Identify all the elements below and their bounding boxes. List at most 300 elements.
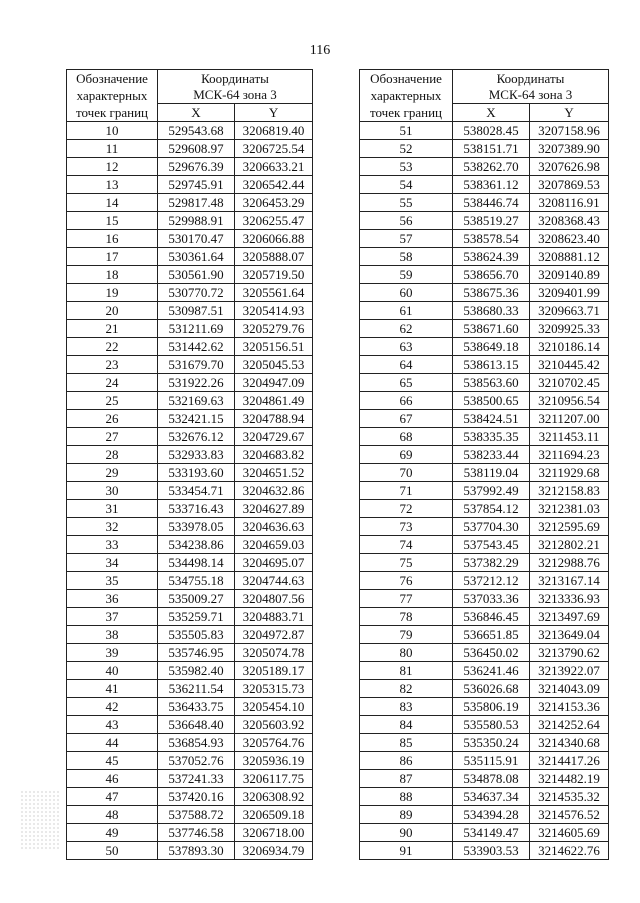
point-number: 77 xyxy=(360,590,453,608)
coord-x: 537241.33 xyxy=(158,770,235,788)
coord-x: 530170.47 xyxy=(158,230,235,248)
table-row xyxy=(360,176,609,194)
coord-y: 3204807.56 xyxy=(235,590,313,608)
table-right-body xyxy=(360,70,609,860)
point-number: 62 xyxy=(360,320,453,338)
coord-y: 3204861.49 xyxy=(235,392,313,410)
designation-header xyxy=(67,70,158,122)
coord-y: 3204659.03 xyxy=(235,536,313,554)
table-row xyxy=(360,842,609,860)
table-row xyxy=(360,320,609,338)
coord-x: 535350.24 xyxy=(453,734,530,752)
table-row xyxy=(67,662,313,680)
table-row xyxy=(67,572,313,590)
coord-x: 531211.69 xyxy=(158,320,235,338)
coord-x: 530361.64 xyxy=(158,248,235,266)
coord-x: 530987.51 xyxy=(158,302,235,320)
coord-x: 532169.63 xyxy=(158,392,235,410)
coord-x: 538519.27 xyxy=(453,212,530,230)
coord-y: 3205764.76 xyxy=(235,734,313,752)
table-row xyxy=(67,482,313,500)
coord-y: 3211694.23 xyxy=(530,446,609,464)
table-row xyxy=(360,806,609,824)
point-number: 90 xyxy=(360,824,453,842)
coord-y: 3204744.63 xyxy=(235,572,313,590)
coord-y: 3205719.50 xyxy=(235,266,313,284)
coord-y: 3214340.68 xyxy=(530,734,609,752)
coord-y: 3205189.17 xyxy=(235,662,313,680)
point-number: 53 xyxy=(360,158,453,176)
table-row xyxy=(360,392,609,410)
point-number: 54 xyxy=(360,176,453,194)
coord-x: 538500.65 xyxy=(453,392,530,410)
coordinate-system: МСК-64 зона 3 xyxy=(453,87,609,104)
coord-y: 3204729.67 xyxy=(235,428,313,446)
coord-y: 3206718.00 xyxy=(235,824,313,842)
coord-y: 3204683.82 xyxy=(235,446,313,464)
page-number: 116 xyxy=(309,43,331,58)
table-row xyxy=(360,734,609,752)
coord-x: 534498.14 xyxy=(158,554,235,572)
point-number: 35 xyxy=(67,572,158,590)
point-number: 26 xyxy=(67,410,158,428)
coord-y: 3206633.21 xyxy=(235,158,313,176)
coord-y: 3214576.52 xyxy=(530,806,609,824)
point-number: 86 xyxy=(360,752,453,770)
coord-y: 3205279.76 xyxy=(235,320,313,338)
point-number: 10 xyxy=(67,122,158,140)
point-number: 59 xyxy=(360,266,453,284)
coord-y: 3206066.88 xyxy=(235,230,313,248)
coordinates-table-right xyxy=(359,69,609,860)
designation-line-2: характерных xyxy=(370,88,442,103)
coord-y: 3214153.36 xyxy=(530,698,609,716)
coord-x: 538151.71 xyxy=(453,140,530,158)
point-number: 11 xyxy=(67,140,158,158)
designation-line-1: Обозначение xyxy=(370,71,442,86)
coord-x: 534878.08 xyxy=(453,770,530,788)
coord-x: 529745.91 xyxy=(158,176,235,194)
coord-x: 531922.26 xyxy=(158,374,235,392)
table-row xyxy=(67,842,313,860)
coord-y: 3213922.07 xyxy=(530,662,609,680)
coord-x: 537212.12 xyxy=(453,572,530,590)
point-number: 68 xyxy=(360,428,453,446)
table-row xyxy=(67,140,313,158)
table-row xyxy=(360,788,609,806)
point-number: 61 xyxy=(360,302,453,320)
coord-x: 534394.28 xyxy=(453,806,530,824)
table-row xyxy=(360,248,609,266)
point-number: 31 xyxy=(67,500,158,518)
point-number: 85 xyxy=(360,734,453,752)
coord-x: 538262.70 xyxy=(453,158,530,176)
coord-x: 535115.91 xyxy=(453,752,530,770)
table-row xyxy=(67,374,313,392)
point-number: 44 xyxy=(67,734,158,752)
coord-x: 533978.05 xyxy=(158,518,235,536)
point-number: 19 xyxy=(67,284,158,302)
table-row xyxy=(360,266,609,284)
coord-x: 535746.95 xyxy=(158,644,235,662)
coord-x: 533454.71 xyxy=(158,482,235,500)
coord-x: 536211.54 xyxy=(158,680,235,698)
coord-y: 3207158.96 xyxy=(530,122,609,140)
table-row xyxy=(360,428,609,446)
coord-x: 538578.54 xyxy=(453,230,530,248)
coord-x: 534755.18 xyxy=(158,572,235,590)
coord-x: 532421.15 xyxy=(158,410,235,428)
table-row xyxy=(67,554,313,572)
coord-y: 3208623.40 xyxy=(530,230,609,248)
point-number: 21 xyxy=(67,320,158,338)
point-number: 32 xyxy=(67,518,158,536)
point-number: 64 xyxy=(360,356,453,374)
coord-x: 537893.30 xyxy=(158,842,235,860)
table-row xyxy=(360,410,609,428)
table-row xyxy=(67,212,313,230)
point-number: 75 xyxy=(360,554,453,572)
coord-x: 529608.97 xyxy=(158,140,235,158)
point-number: 42 xyxy=(67,698,158,716)
coord-x: 529988.91 xyxy=(158,212,235,230)
table-row xyxy=(67,194,313,212)
table-row xyxy=(67,644,313,662)
table-row xyxy=(67,410,313,428)
designation-line-1: Обозначение xyxy=(76,71,148,86)
scan-artifact xyxy=(20,790,60,850)
point-number: 87 xyxy=(360,770,453,788)
point-number: 89 xyxy=(360,806,453,824)
table-row xyxy=(67,788,313,806)
coord-y: 3210956.54 xyxy=(530,392,609,410)
point-number: 41 xyxy=(67,680,158,698)
point-number: 67 xyxy=(360,410,453,428)
col-y-header: Y xyxy=(530,104,609,122)
coord-x: 538233.44 xyxy=(453,446,530,464)
table-row xyxy=(360,716,609,734)
coord-x: 534238.86 xyxy=(158,536,235,554)
table-row xyxy=(360,626,609,644)
table-row xyxy=(360,212,609,230)
coord-x: 537588.72 xyxy=(158,806,235,824)
table-row xyxy=(67,392,313,410)
coord-y: 3212988.76 xyxy=(530,554,609,572)
point-number: 33 xyxy=(67,536,158,554)
table-row xyxy=(360,374,609,392)
coord-x: 537420.16 xyxy=(158,788,235,806)
table-row xyxy=(360,194,609,212)
table-row xyxy=(360,464,609,482)
coord-y: 3212381.03 xyxy=(530,500,609,518)
table-row xyxy=(360,680,609,698)
point-number: 36 xyxy=(67,590,158,608)
coord-x: 536026.68 xyxy=(453,680,530,698)
coord-y: 3204636.63 xyxy=(235,518,313,536)
coord-x: 532676.12 xyxy=(158,428,235,446)
table-row xyxy=(67,536,313,554)
table-row xyxy=(67,752,313,770)
coord-x: 538424.51 xyxy=(453,410,530,428)
coord-y: 3214605.69 xyxy=(530,824,609,842)
point-number: 45 xyxy=(67,752,158,770)
table-row xyxy=(360,662,609,680)
point-number: 57 xyxy=(360,230,453,248)
col-x-header: X xyxy=(158,104,235,122)
coord-y: 3206453.29 xyxy=(235,194,313,212)
coord-x: 536450.02 xyxy=(453,644,530,662)
table-row xyxy=(360,572,609,590)
coordinates-table-left xyxy=(66,69,313,860)
coord-x: 534149.47 xyxy=(453,824,530,842)
point-number: 27 xyxy=(67,428,158,446)
coord-y: 3214482.19 xyxy=(530,770,609,788)
coord-x: 537052.76 xyxy=(158,752,235,770)
table-left-body xyxy=(67,70,313,860)
coord-x: 538671.60 xyxy=(453,320,530,338)
point-number: 73 xyxy=(360,518,453,536)
coord-x: 538624.39 xyxy=(453,248,530,266)
coord-y: 3206542.44 xyxy=(235,176,313,194)
coord-x: 535580.53 xyxy=(453,716,530,734)
coord-y: 3206117.75 xyxy=(235,770,313,788)
point-number: 58 xyxy=(360,248,453,266)
point-number: 55 xyxy=(360,194,453,212)
table-row xyxy=(360,644,609,662)
coord-y: 3209401.99 xyxy=(530,284,609,302)
point-number: 82 xyxy=(360,680,453,698)
coord-x: 530770.72 xyxy=(158,284,235,302)
coord-y: 3205315.73 xyxy=(235,680,313,698)
coord-x: 538335.35 xyxy=(453,428,530,446)
coord-y: 3214252.64 xyxy=(530,716,609,734)
table-row xyxy=(360,122,609,140)
point-number: 52 xyxy=(360,140,453,158)
coord-y: 3205561.64 xyxy=(235,284,313,302)
coord-x: 538361.12 xyxy=(453,176,530,194)
coord-y: 3208881.12 xyxy=(530,248,609,266)
point-number: 37 xyxy=(67,608,158,626)
point-number: 76 xyxy=(360,572,453,590)
coord-x: 535259.71 xyxy=(158,608,235,626)
coord-y: 3209663.71 xyxy=(530,302,609,320)
coord-y: 3204972.87 xyxy=(235,626,313,644)
coord-y: 3204788.94 xyxy=(235,410,313,428)
coord-y: 3207626.98 xyxy=(530,158,609,176)
table-row xyxy=(360,446,609,464)
table-row xyxy=(360,770,609,788)
table-row xyxy=(67,500,313,518)
point-number: 15 xyxy=(67,212,158,230)
table-row xyxy=(67,230,313,248)
point-number: 88 xyxy=(360,788,453,806)
coord-y: 3214622.76 xyxy=(530,842,609,860)
point-number: 79 xyxy=(360,626,453,644)
coord-x: 536433.75 xyxy=(158,698,235,716)
designation-line-3: точек границ xyxy=(75,105,149,120)
coord-x: 533903.53 xyxy=(453,842,530,860)
point-number: 72 xyxy=(360,500,453,518)
point-number: 80 xyxy=(360,644,453,662)
table-row xyxy=(360,338,609,356)
table-row xyxy=(360,356,609,374)
coord-y: 3206255.47 xyxy=(235,212,313,230)
table-row xyxy=(67,716,313,734)
col-x-header: X xyxy=(453,104,530,122)
coord-y: 3206725.54 xyxy=(235,140,313,158)
point-number: 38 xyxy=(67,626,158,644)
coord-y: 3212802.21 xyxy=(530,536,609,554)
coord-y: 3213649.04 xyxy=(530,626,609,644)
coord-y: 3206308.92 xyxy=(235,788,313,806)
coord-y: 3204632.86 xyxy=(235,482,313,500)
table-row xyxy=(67,518,313,536)
table-row xyxy=(67,698,313,716)
coord-x: 538680.33 xyxy=(453,302,530,320)
table-row xyxy=(360,158,609,176)
coord-x: 531679.70 xyxy=(158,356,235,374)
table-row xyxy=(67,464,313,482)
coord-y: 3213790.62 xyxy=(530,644,609,662)
point-number: 20 xyxy=(67,302,158,320)
coord-x: 536846.45 xyxy=(453,608,530,626)
point-number: 47 xyxy=(67,788,158,806)
coord-y: 3208116.91 xyxy=(530,194,609,212)
coord-y: 3206819.40 xyxy=(235,122,313,140)
table-row xyxy=(67,266,313,284)
coordinates-title: Координаты xyxy=(453,70,609,87)
designation-header xyxy=(360,70,453,122)
coord-y: 3205156.51 xyxy=(235,338,313,356)
coord-x: 538028.45 xyxy=(453,122,530,140)
coord-y: 3214535.32 xyxy=(530,788,609,806)
table-row xyxy=(360,752,609,770)
coord-y: 3204695.07 xyxy=(235,554,313,572)
point-number: 30 xyxy=(67,482,158,500)
table-row xyxy=(67,158,313,176)
coordinate-system: МСК-64 зона 3 xyxy=(158,87,313,104)
coord-y: 3206934.79 xyxy=(235,842,313,860)
point-number: 46 xyxy=(67,770,158,788)
point-number: 51 xyxy=(360,122,453,140)
coord-y: 3213497.69 xyxy=(530,608,609,626)
point-number: 17 xyxy=(67,248,158,266)
coord-y: 3212595.69 xyxy=(530,518,609,536)
coord-y: 3211207.00 xyxy=(530,410,609,428)
point-number: 24 xyxy=(67,374,158,392)
coord-y: 3205936.19 xyxy=(235,752,313,770)
coord-x: 537382.29 xyxy=(453,554,530,572)
point-number: 28 xyxy=(67,446,158,464)
coord-x: 529676.39 xyxy=(158,158,235,176)
table-row xyxy=(360,500,609,518)
table-row xyxy=(360,554,609,572)
coord-x: 536648.40 xyxy=(158,716,235,734)
coord-x: 536651.85 xyxy=(453,626,530,644)
coord-x: 538119.04 xyxy=(453,464,530,482)
coord-y: 3208368.43 xyxy=(530,212,609,230)
table-row xyxy=(67,356,313,374)
table-row xyxy=(67,590,313,608)
table-row xyxy=(67,122,313,140)
table-row xyxy=(67,176,313,194)
table-row xyxy=(360,608,609,626)
coord-x: 537704.30 xyxy=(453,518,530,536)
point-number: 43 xyxy=(67,716,158,734)
point-number: 65 xyxy=(360,374,453,392)
coord-y: 3214417.26 xyxy=(530,752,609,770)
point-number: 12 xyxy=(67,158,158,176)
point-number: 84 xyxy=(360,716,453,734)
table-row xyxy=(360,536,609,554)
coord-x: 537033.36 xyxy=(453,590,530,608)
coord-y: 3205414.93 xyxy=(235,302,313,320)
point-number: 69 xyxy=(360,446,453,464)
point-number: 63 xyxy=(360,338,453,356)
point-number: 13 xyxy=(67,176,158,194)
coord-y: 3204883.71 xyxy=(235,608,313,626)
table-row xyxy=(360,824,609,842)
coord-y: 3205603.92 xyxy=(235,716,313,734)
designation-line-3: точек границ xyxy=(369,105,443,120)
point-number: 34 xyxy=(67,554,158,572)
table-row xyxy=(67,338,313,356)
point-number: 71 xyxy=(360,482,453,500)
coord-x: 529543.68 xyxy=(158,122,235,140)
coord-y: 3210186.14 xyxy=(530,338,609,356)
point-number: 22 xyxy=(67,338,158,356)
coordinates-title: Координаты xyxy=(158,70,313,87)
table-row xyxy=(360,518,609,536)
coord-x: 534637.34 xyxy=(453,788,530,806)
coord-x: 537543.45 xyxy=(453,536,530,554)
coord-x: 537992.49 xyxy=(453,482,530,500)
coord-x: 530561.90 xyxy=(158,266,235,284)
table-row xyxy=(67,302,313,320)
coord-y: 3213336.93 xyxy=(530,590,609,608)
coord-y: 3207389.90 xyxy=(530,140,609,158)
coord-x: 531442.62 xyxy=(158,338,235,356)
table-row xyxy=(360,698,609,716)
coord-x: 537854.12 xyxy=(453,500,530,518)
coord-x: 538649.18 xyxy=(453,338,530,356)
point-number: 81 xyxy=(360,662,453,680)
point-number: 49 xyxy=(67,824,158,842)
coord-y: 3206509.18 xyxy=(235,806,313,824)
point-number: 18 xyxy=(67,266,158,284)
point-number: 60 xyxy=(360,284,453,302)
point-number: 14 xyxy=(67,194,158,212)
coord-y: 3210702.45 xyxy=(530,374,609,392)
point-number: 48 xyxy=(67,806,158,824)
coord-y: 3205454.10 xyxy=(235,698,313,716)
coord-x: 538563.60 xyxy=(453,374,530,392)
coord-x: 535806.19 xyxy=(453,698,530,716)
table-row xyxy=(360,284,609,302)
coord-y: 3204651.52 xyxy=(235,464,313,482)
coord-x: 529817.48 xyxy=(158,194,235,212)
point-number: 23 xyxy=(67,356,158,374)
point-number: 50 xyxy=(67,842,158,860)
table-row xyxy=(67,824,313,842)
coord-x: 535009.27 xyxy=(158,590,235,608)
table-row xyxy=(67,680,313,698)
table-row xyxy=(67,284,313,302)
table-row xyxy=(67,428,313,446)
point-number: 16 xyxy=(67,230,158,248)
coord-x: 535505.83 xyxy=(158,626,235,644)
table-row xyxy=(67,608,313,626)
